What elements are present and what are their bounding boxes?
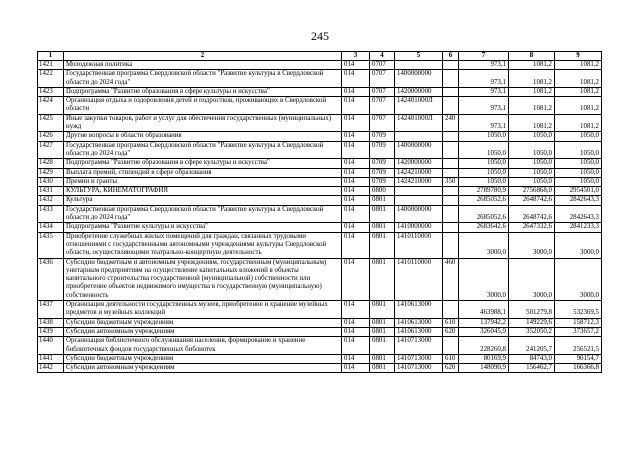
target-article-cell: 1410613000 (395, 301, 443, 319)
amount-year2-cell: 352050,2 (509, 327, 555, 336)
target-article-cell: 1410713000 (395, 364, 443, 373)
amount-year1-cell: 2685052,6 (459, 205, 509, 223)
amount-year1-cell: 80169,9 (459, 354, 509, 363)
amount-year3-cell: 3000,0 (555, 232, 602, 258)
expense-type-cell: 610 (443, 354, 459, 363)
header-cell: 5 (395, 52, 443, 61)
expense-type-cell: 610 (443, 318, 459, 327)
section-code-cell: 0800 (370, 187, 395, 196)
table-header-row (38, 52, 602, 61)
amount-year1-cell: 1050,0 (459, 159, 509, 168)
amount-year1-cell: 1050,0 (459, 177, 509, 186)
expense-type-cell (443, 337, 459, 355)
amount-year1-cell: 2789780,9 (459, 187, 509, 196)
table-row (38, 168, 602, 177)
ministry-code-cell: 014 (342, 318, 370, 327)
row-number-cell: 1436 (38, 258, 64, 300)
item-name-cell: Культура (64, 196, 342, 205)
amount-year3-cell: 2842643,3 (555, 205, 602, 223)
budget-table-container (37, 51, 601, 373)
amount-year1-cell: 3000,0 (459, 232, 509, 258)
amount-year1-cell: 973,1 (459, 114, 509, 132)
item-name-cell: Организация библиотечного обслуживания населения, формирование и хранение библиотечных фондов государственных библиотек (64, 337, 342, 355)
amount-year1-cell: 148090,9 (459, 364, 509, 373)
section-code-cell: 0801 (370, 364, 395, 373)
table-row (38, 327, 602, 336)
section-code-cell: 0709 (370, 132, 395, 141)
section-code-cell: 0707 (370, 70, 395, 88)
row-number-cell: 1421 (38, 61, 64, 70)
ministry-code-cell: 014 (342, 205, 370, 223)
amount-year2-cell: 2756868,0 (509, 187, 555, 196)
amount-year2-cell: 1050,0 (509, 132, 555, 141)
ministry-code-cell: 014 (342, 196, 370, 205)
expense-type-cell: 620 (443, 327, 459, 336)
amount-year2-cell: 156462,7 (509, 364, 555, 373)
ministry-code-cell: 014 (342, 177, 370, 186)
row-number-cell: 1426 (38, 132, 64, 141)
expense-type-cell (443, 132, 459, 141)
target-article-cell: 1410613000 (395, 318, 443, 327)
ministry-code-cell: 014 (342, 87, 370, 96)
row-number-cell: 1425 (38, 114, 64, 132)
ministry-code-cell: 014 (342, 168, 370, 177)
amount-year1-cell: 1050,0 (459, 141, 509, 159)
expense-type-cell (443, 87, 459, 96)
ministry-code-cell: 014 (342, 61, 370, 70)
item-name-cell: Организация деятельности государственных музеев, приобретение и хранение музейных предметов и музейных коллекций (64, 301, 342, 319)
amount-year2-cell: 2647332,6 (509, 223, 555, 232)
amount-year3-cell: 1081,2 (555, 87, 602, 96)
item-name-cell: Иные закупки товаров, работ и услуг для обеспечения государственных (муниципальных) нужд (64, 114, 342, 132)
section-code-cell: 0801 (370, 318, 395, 327)
amount-year1-cell: 1050,0 (459, 132, 509, 141)
amount-year1-cell: 1050,0 (459, 168, 509, 177)
ministry-code-cell: 014 (342, 70, 370, 88)
amount-year3-cell: 2841233,3 (555, 223, 602, 232)
amount-year3-cell: 1050,0 (555, 132, 602, 141)
table-row (38, 318, 602, 327)
section-code-cell: 0801 (370, 301, 395, 319)
header-cell: 1 (38, 52, 64, 61)
target-article-cell: 1410000000 (395, 223, 443, 232)
row-number-cell: 1424 (38, 97, 64, 115)
table-row (38, 159, 602, 168)
row-number-cell: 1429 (38, 168, 64, 177)
amount-year2-cell: 1081,2 (509, 97, 555, 115)
item-name-cell: Государственная программа Свердловской области "Развитие культуры в Свердловской области до 2024 года" (64, 205, 342, 223)
amount-year1-cell: 2685052,6 (459, 196, 509, 205)
item-name-cell: Субсидии автономным учреждениям (64, 327, 342, 336)
table-row (38, 354, 602, 363)
table-row (38, 301, 602, 319)
row-number-cell: 1431 (38, 187, 64, 196)
table-row (38, 364, 602, 373)
amount-year3-cell: 158712,3 (555, 318, 602, 327)
row-number-cell: 1432 (38, 196, 64, 205)
ministry-code-cell: 014 (342, 159, 370, 168)
table-row (38, 61, 602, 70)
amount-year3-cell: 1050,0 (555, 159, 602, 168)
item-name-cell: Премии и гранты (64, 177, 342, 186)
expense-type-cell (443, 205, 459, 223)
target-article-cell: 1400000000 (395, 141, 443, 159)
ministry-code-cell: 014 (342, 258, 370, 300)
expense-type-cell (443, 223, 459, 232)
expense-type-cell (443, 187, 459, 196)
section-code-cell: 0801 (370, 258, 395, 300)
amount-year1-cell: 973,1 (459, 87, 509, 96)
row-number-cell: 1439 (38, 327, 64, 336)
row-number-cell: 1430 (38, 177, 64, 186)
amount-year3-cell: 532369,5 (555, 301, 602, 319)
amount-year2-cell: 3000,0 (509, 258, 555, 300)
target-article-cell: 1400000000 (395, 205, 443, 223)
ministry-code-cell: 014 (342, 132, 370, 141)
amount-year2-cell: 1050,0 (509, 168, 555, 177)
table-row (38, 97, 602, 115)
section-code-cell: 0707 (370, 97, 395, 115)
amount-year1-cell: 463988,1 (459, 301, 509, 319)
expense-type-cell (443, 168, 459, 177)
item-name-cell: Государственная программа Свердловской области "Развитие культуры в Свердловской области до 2024 года" (64, 70, 342, 88)
expense-type-cell (443, 301, 459, 319)
table-row (38, 258, 602, 300)
header-cell: 7 (459, 52, 509, 61)
row-number-cell: 1437 (38, 301, 64, 319)
amount-year2-cell: 1050,0 (509, 177, 555, 186)
row-number-cell: 1423 (38, 87, 64, 96)
ministry-code-cell: 014 (342, 114, 370, 132)
amount-year2-cell: 1050,0 (509, 159, 555, 168)
target-article-cell: 1410110000 (395, 258, 443, 300)
target-article-cell: 1420000000 (395, 87, 443, 96)
item-name-cell: Подпрограмма "Развитие образования в сфере культуры и искусства" (64, 87, 342, 96)
amount-year2-cell: 1081,2 (509, 61, 555, 70)
amount-year2-cell: 1050,0 (509, 141, 555, 159)
row-number-cell: 1428 (38, 159, 64, 168)
amount-year1-cell: 2683642,6 (459, 223, 509, 232)
section-code-cell: 0707 (370, 61, 395, 70)
amount-year2-cell: 3000,0 (509, 232, 555, 258)
target-article-cell (395, 187, 443, 196)
expense-type-cell (443, 232, 459, 258)
ministry-code-cell: 014 (342, 354, 370, 363)
row-number-cell: 1427 (38, 141, 64, 159)
item-name-cell: Выплата премий, стипендий в сфере образования (64, 168, 342, 177)
amount-year2-cell: 1081,2 (509, 87, 555, 96)
item-name-cell: Субсидии бюджетным учреждениям (64, 354, 342, 363)
section-code-cell: 0801 (370, 196, 395, 205)
amount-year2-cell: 241205,7 (509, 337, 555, 355)
section-code-cell: 0801 (370, 337, 395, 355)
expense-type-cell (443, 159, 459, 168)
target-article-cell: 1410613000 (395, 327, 443, 336)
target-article-cell (395, 61, 443, 70)
section-code-cell: 0801 (370, 205, 395, 223)
section-code-cell: 0707 (370, 114, 395, 132)
item-name-cell: Приобретение служебных жилых помещений для граждан, связанных трудовыми отношениями с государственными автономными учреждениями культуры Свердловской области, осуществляющими театрально-концертную деятельность (64, 232, 342, 258)
amount-year3-cell: 3000,0 (555, 258, 602, 300)
amount-year2-cell: 2648742,6 (509, 205, 555, 223)
table-row (38, 132, 602, 141)
row-number-cell: 1435 (38, 232, 64, 258)
expense-type-cell: 350 (443, 177, 459, 186)
amount-year3-cell: 1081,2 (555, 61, 602, 70)
item-name-cell: Подпрограмма "Развитие образования в сфере культуры и искусства" (64, 159, 342, 168)
page-number: 245 (311, 29, 329, 43)
amount-year2-cell: 1081,2 (509, 70, 555, 88)
amount-year3-cell: 1081,2 (555, 70, 602, 88)
amount-year2-cell: 149229,6 (509, 318, 555, 327)
amount-year1-cell: 3000,0 (459, 258, 509, 300)
expense-type-cell (443, 196, 459, 205)
table-row (38, 177, 602, 186)
section-code-cell: 0709 (370, 141, 395, 159)
header-cell: 6 (443, 52, 459, 61)
amount-year2-cell: 1081,2 (509, 114, 555, 132)
amount-year2-cell: 2648742,6 (509, 196, 555, 205)
target-article-cell: 1410110000 (395, 232, 443, 258)
amount-year1-cell: 973,1 (459, 70, 509, 88)
expense-type-cell: 240 (443, 114, 459, 132)
ministry-code-cell: 014 (342, 97, 370, 115)
ministry-code-cell: 014 (342, 364, 370, 373)
table-row (38, 232, 602, 258)
expense-type-cell (443, 61, 459, 70)
target-article-cell: 142401000Л (395, 114, 443, 132)
target-article-cell: 1424210000 (395, 177, 443, 186)
target-article-cell: 1424210000 (395, 168, 443, 177)
amount-year3-cell: 1050,0 (555, 168, 602, 177)
amount-year3-cell: 166366,8 (555, 364, 602, 373)
header-cell: 3 (342, 52, 370, 61)
table-row (38, 223, 602, 232)
ministry-code-cell: 014 (342, 141, 370, 159)
amount-year3-cell: 1050,0 (555, 177, 602, 186)
item-name-cell: Организация отдыха и оздоровления детей и подростков, проживающих в Свердловской области (64, 97, 342, 115)
row-number-cell: 1433 (38, 205, 64, 223)
row-number-cell: 1422 (38, 70, 64, 88)
table-row (38, 87, 602, 96)
amount-year3-cell: 1081,2 (555, 114, 602, 132)
target-article-cell: 1400000000 (395, 70, 443, 88)
amount-year1-cell: 137942,2 (459, 318, 509, 327)
section-code-cell: 0709 (370, 177, 395, 186)
row-number-cell: 1440 (38, 337, 64, 355)
target-article-cell: 1410713000 (395, 354, 443, 363)
item-name-cell: Молодежная политика (64, 61, 342, 70)
amount-year1-cell: 228260,8 (459, 337, 509, 355)
amount-year3-cell: 373657,2 (555, 327, 602, 336)
amount-year3-cell: 256521,5 (555, 337, 602, 355)
amount-year3-cell: 2842643,3 (555, 196, 602, 205)
expense-type-cell (443, 97, 459, 115)
table-row (38, 337, 602, 355)
ministry-code-cell: 014 (342, 337, 370, 355)
section-code-cell: 0801 (370, 354, 395, 363)
target-article-cell: 1420000000 (395, 159, 443, 168)
header-cell: 2 (64, 52, 342, 61)
amount-year3-cell: 1081,2 (555, 97, 602, 115)
section-code-cell: 0709 (370, 159, 395, 168)
item-name-cell: Другие вопросы в области образования (64, 132, 342, 141)
table-row (38, 205, 602, 223)
section-code-cell: 0709 (370, 168, 395, 177)
section-code-cell: 0801 (370, 223, 395, 232)
item-name-cell: Подпрограмма "Развитие культуры и искусства" (64, 223, 342, 232)
amount-year2-cell: 84743,0 (509, 354, 555, 363)
amount-year1-cell: 326045,9 (459, 327, 509, 336)
item-name-cell: Государственная программа Свердловской области "Развитие культуры в Свердловской области до 2024 года" (64, 141, 342, 159)
row-number-cell: 1442 (38, 364, 64, 373)
amount-year1-cell: 973,1 (459, 97, 509, 115)
ministry-code-cell: 014 (342, 187, 370, 196)
expense-type-cell (443, 70, 459, 88)
ministry-code-cell: 014 (342, 223, 370, 232)
header-cell: 8 (509, 52, 555, 61)
table-row (38, 141, 602, 159)
section-code-cell: 0801 (370, 232, 395, 258)
table-row (38, 70, 602, 88)
item-name-cell: Субсидии бюджетным и автономным учреждениям, государственным (муниципальным) унитарным предприятиям на осуществление капитальных вложений в объекты капитального строительства государственной (муниципальной) собственности или приобретение объектов недвижимого имущества в государственную (муниципальную) собственность (64, 258, 342, 300)
item-name-cell: Субсидии автономным учреждениям (64, 364, 342, 373)
target-article-cell: 1410713000 (395, 337, 443, 355)
item-name-cell: КУЛЬТУРА, КИНЕМАТОГРАФИЯ (64, 187, 342, 196)
target-article-cell (395, 196, 443, 205)
section-code-cell: 0707 (370, 87, 395, 96)
row-number-cell: 1438 (38, 318, 64, 327)
ministry-code-cell: 014 (342, 301, 370, 319)
table-row (38, 196, 602, 205)
budget-table (37, 51, 602, 373)
header-cell: 9 (555, 52, 602, 61)
target-article-cell (395, 132, 443, 141)
section-code-cell: 0801 (370, 327, 395, 336)
amount-year3-cell: 90154,7 (555, 354, 602, 363)
item-name-cell: Субсидии бюджетным учреждениям (64, 318, 342, 327)
expense-type-cell: 460 (443, 258, 459, 300)
amount-year2-cell: 501279,8 (509, 301, 555, 319)
amount-year3-cell: 1050,0 (555, 141, 602, 159)
expense-type-cell: 620 (443, 364, 459, 373)
amount-year1-cell: 973,1 (459, 61, 509, 70)
row-number-cell: 1441 (38, 354, 64, 363)
expense-type-cell (443, 141, 459, 159)
table-row (38, 187, 602, 196)
table-row (38, 114, 602, 132)
amount-year3-cell: 2954501,0 (555, 187, 602, 196)
ministry-code-cell: 014 (342, 232, 370, 258)
target-article-cell: 142401000Л (395, 97, 443, 115)
header-cell: 4 (370, 52, 395, 61)
row-number-cell: 1434 (38, 223, 64, 232)
ministry-code-cell: 014 (342, 327, 370, 336)
